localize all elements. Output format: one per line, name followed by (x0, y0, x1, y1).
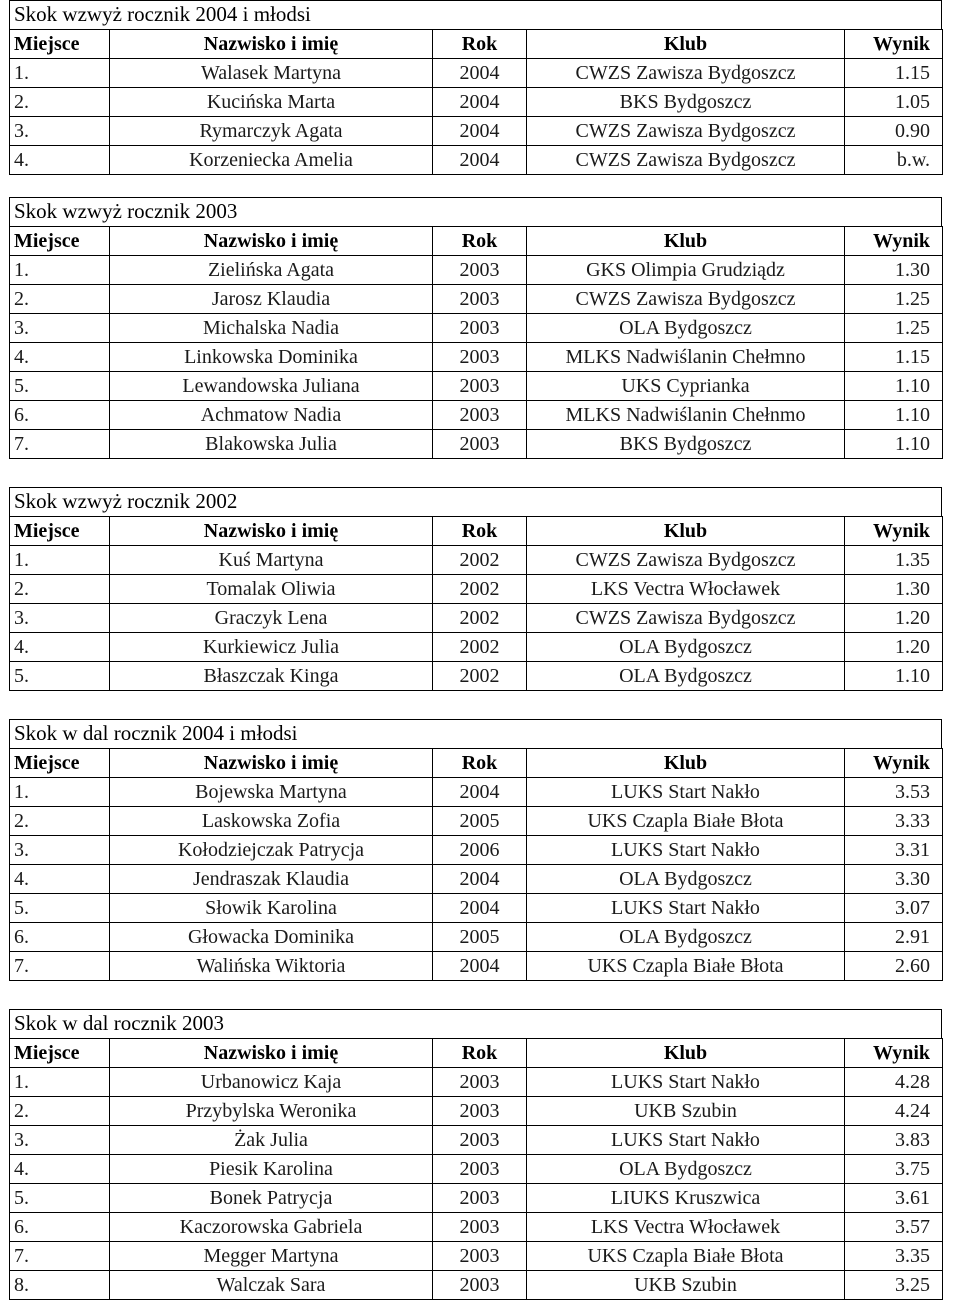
column-header-club: Klub (527, 1039, 845, 1068)
cell-name: Kurkiewicz Julia (110, 633, 433, 662)
cell-club: OLA Bydgoszcz (527, 314, 845, 343)
cell-result: 3.35 (845, 1242, 943, 1271)
cell-place: 1. (10, 59, 110, 88)
cell-year: 2004 (433, 894, 527, 923)
results-table (9, 226, 943, 459)
cell-result: 3.07 (845, 894, 943, 923)
table-row (10, 546, 943, 575)
section-title: Skok w dal rocznik 2003 (9, 1009, 942, 1038)
cell-result: 1.20 (845, 633, 943, 662)
table-row (10, 952, 943, 981)
cell-year: 2005 (433, 807, 527, 836)
cell-place: 2. (10, 285, 110, 314)
header-row (10, 517, 943, 546)
cell-name: Głowacka Dominika (110, 923, 433, 952)
cell-result: 2.91 (845, 923, 943, 952)
table-row (10, 807, 943, 836)
cell-place: 7. (10, 1242, 110, 1271)
cell-club: BKS Bydgoszcz (527, 88, 845, 117)
cell-name: Tomalak Oliwia (110, 575, 433, 604)
cell-club: UKS Czapla Białe Błota (527, 952, 845, 981)
cell-name: Kołodziejczak Patrycja (110, 836, 433, 865)
cell-result: 3.53 (845, 778, 943, 807)
cell-result: 1.25 (845, 285, 943, 314)
cell-place: 5. (10, 894, 110, 923)
cell-place: 3. (10, 1126, 110, 1155)
cell-result: 3.33 (845, 807, 943, 836)
column-header-year: Rok (433, 517, 527, 546)
cell-year: 2004 (433, 117, 527, 146)
cell-club: UKS Czapla Białe Błota (527, 807, 845, 836)
cell-club: OLA Bydgoszcz (527, 923, 845, 952)
cell-place: 7. (10, 430, 110, 459)
table-row (10, 836, 943, 865)
cell-result: 1.25 (845, 314, 943, 343)
cell-year: 2002 (433, 575, 527, 604)
table-row (10, 662, 943, 691)
column-header-year: Rok (433, 749, 527, 778)
table-row (10, 285, 943, 314)
header-row (10, 30, 943, 59)
cell-club: CWZS Zawisza Bydgoszcz (527, 546, 845, 575)
table-row (10, 1242, 943, 1271)
cell-name: Laskowska Zofia (110, 807, 433, 836)
header-row (10, 749, 943, 778)
cell-name: Walasek Martyna (110, 59, 433, 88)
results-table (9, 516, 943, 691)
table-row (10, 88, 943, 117)
table-row (10, 1097, 943, 1126)
cell-result: 1.35 (845, 546, 943, 575)
table-row (10, 146, 943, 175)
cell-place: 3. (10, 314, 110, 343)
section-title: Skok wzwyż rocznik 2004 i młodsi (9, 0, 942, 29)
cell-club: LKS Vectra Włocławek (527, 575, 845, 604)
cell-year: 2004 (433, 146, 527, 175)
cell-name: Bojewska Martyna (110, 778, 433, 807)
cell-place: 5. (10, 1184, 110, 1213)
column-header-name: Nazwisko i imię (110, 749, 433, 778)
cell-year: 2002 (433, 633, 527, 662)
results-section (9, 719, 942, 981)
cell-name: Megger Martyna (110, 1242, 433, 1271)
cell-result: 1.10 (845, 372, 943, 401)
section-title: Skok wzwyż rocznik 2003 (9, 197, 942, 226)
table-row (10, 923, 943, 952)
cell-name: Michalska Nadia (110, 314, 433, 343)
column-header-year: Rok (433, 1039, 527, 1068)
column-header-club: Klub (527, 517, 845, 546)
table-row (10, 604, 943, 633)
cell-result: 2.60 (845, 952, 943, 981)
column-header-place: Miejsce (10, 227, 110, 256)
cell-name: Achmatow Nadia (110, 401, 433, 430)
cell-result: 3.31 (845, 836, 943, 865)
table-row (10, 1213, 943, 1242)
column-header-club: Klub (527, 227, 845, 256)
cell-year: 2004 (433, 952, 527, 981)
section-title: Skok wzwyż rocznik 2002 (9, 487, 942, 516)
cell-year: 2002 (433, 662, 527, 691)
cell-place: 3. (10, 836, 110, 865)
table-row (10, 401, 943, 430)
cell-name: Walińska Wiktoria (110, 952, 433, 981)
cell-club: CWZS Zawisza Bydgoszcz (527, 59, 845, 88)
cell-name: Przybylska Weronika (110, 1097, 433, 1126)
cell-club: MLKS Nadwiślanin Chełnmo (527, 401, 845, 430)
cell-year: 2003 (433, 1213, 527, 1242)
cell-place: 2. (10, 88, 110, 117)
cell-result: 3.57 (845, 1213, 943, 1242)
cell-club: LUKS Start Nakło (527, 1068, 845, 1097)
column-header-result: Wynik (845, 517, 943, 546)
cell-name: Słowik Karolina (110, 894, 433, 923)
cell-year: 2002 (433, 546, 527, 575)
cell-name: Blakowska Julia (110, 430, 433, 459)
cell-year: 2003 (433, 343, 527, 372)
cell-result: 1.10 (845, 430, 943, 459)
cell-place: 5. (10, 372, 110, 401)
cell-year: 2003 (433, 256, 527, 285)
column-header-place: Miejsce (10, 517, 110, 546)
results-section (9, 197, 942, 459)
cell-club: LUKS Start Nakło (527, 778, 845, 807)
table-row (10, 894, 943, 923)
column-header-club: Klub (527, 30, 845, 59)
column-header-result: Wynik (845, 1039, 943, 1068)
cell-name: Korzeniecka Amelia (110, 146, 433, 175)
cell-year: 2003 (433, 314, 527, 343)
cell-place: 6. (10, 923, 110, 952)
cell-name: Jarosz Klaudia (110, 285, 433, 314)
results-section (9, 0, 942, 175)
column-header-result: Wynik (845, 30, 943, 59)
cell-club: OLA Bydgoszcz (527, 662, 845, 691)
cell-place: 6. (10, 401, 110, 430)
cell-result: 4.28 (845, 1068, 943, 1097)
cell-result: 1.15 (845, 59, 943, 88)
cell-result: 1.10 (845, 401, 943, 430)
table-row (10, 633, 943, 662)
table-row (10, 256, 943, 285)
cell-place: 1. (10, 256, 110, 285)
table-row (10, 430, 943, 459)
cell-place: 4. (10, 865, 110, 894)
cell-place: 4. (10, 1155, 110, 1184)
cell-place: 4. (10, 343, 110, 372)
cell-club: LIUKS Kruszwica (527, 1184, 845, 1213)
column-header-name: Nazwisko i imię (110, 30, 433, 59)
table-row (10, 343, 943, 372)
cell-name: Piesik Karolina (110, 1155, 433, 1184)
cell-name: Walczak Sara (110, 1271, 433, 1300)
cell-year: 2003 (433, 1184, 527, 1213)
column-header-place: Miejsce (10, 1039, 110, 1068)
table-row (10, 865, 943, 894)
cell-result: 3.61 (845, 1184, 943, 1213)
cell-club: UKS Czapla Białe Błota (527, 1242, 845, 1271)
cell-name: Kucińska Marta (110, 88, 433, 117)
cell-club: BKS Bydgoszcz (527, 430, 845, 459)
results-section (9, 1009, 942, 1300)
column-header-name: Nazwisko i imię (110, 1039, 433, 1068)
cell-club: UKS Cyprianka (527, 372, 845, 401)
cell-club: UKB Szubin (527, 1097, 845, 1126)
cell-club: OLA Bydgoszcz (527, 865, 845, 894)
cell-year: 2005 (433, 923, 527, 952)
cell-name: Linkowska Dominika (110, 343, 433, 372)
cell-year: 2006 (433, 836, 527, 865)
cell-year: 2004 (433, 865, 527, 894)
cell-year: 2003 (433, 401, 527, 430)
cell-result: 1.30 (845, 256, 943, 285)
cell-year: 2003 (433, 1097, 527, 1126)
cell-year: 2003 (433, 430, 527, 459)
column-header-place: Miejsce (10, 30, 110, 59)
cell-result: 3.75 (845, 1155, 943, 1184)
cell-result: 4.24 (845, 1097, 943, 1126)
cell-year: 2003 (433, 372, 527, 401)
results-section (9, 487, 942, 691)
cell-year: 2003 (433, 1126, 527, 1155)
cell-club: CWZS Zawisza Bydgoszcz (527, 146, 845, 175)
cell-year: 2003 (433, 1242, 527, 1271)
cell-place: 5. (10, 662, 110, 691)
cell-club: LUKS Start Nakło (527, 1126, 845, 1155)
cell-result: 3.83 (845, 1126, 943, 1155)
table-row (10, 1184, 943, 1213)
cell-place: 7. (10, 952, 110, 981)
cell-year: 2003 (433, 1271, 527, 1300)
table-row (10, 117, 943, 146)
cell-name: Lewandowska Juliana (110, 372, 433, 401)
cell-club: OLA Bydgoszcz (527, 633, 845, 662)
cell-place: 1. (10, 1068, 110, 1097)
results-table (9, 1038, 943, 1300)
cell-club: LUKS Start Nakło (527, 836, 845, 865)
cell-place: 4. (10, 146, 110, 175)
cell-club: MLKS Nadwiślanin Chełmno (527, 343, 845, 372)
section-title: Skok w dal rocznik 2004 i młodsi (9, 719, 942, 748)
cell-place: 2. (10, 807, 110, 836)
cell-name: Urbanowicz Kaja (110, 1068, 433, 1097)
cell-name: Błaszczak Kinga (110, 662, 433, 691)
cell-place: 3. (10, 604, 110, 633)
column-header-place: Miejsce (10, 749, 110, 778)
cell-name: Graczyk Lena (110, 604, 433, 633)
table-row (10, 1155, 943, 1184)
cell-place: 1. (10, 778, 110, 807)
cell-name: Żak Julia (110, 1126, 433, 1155)
results-table (9, 29, 943, 175)
table-row (10, 314, 943, 343)
column-header-year: Rok (433, 227, 527, 256)
column-header-year: Rok (433, 30, 527, 59)
cell-name: Kuś Martyna (110, 546, 433, 575)
cell-place: 8. (10, 1271, 110, 1300)
cell-year: 2004 (433, 59, 527, 88)
cell-year: 2003 (433, 1155, 527, 1184)
table-row (10, 1271, 943, 1300)
cell-name: Kaczorowska Gabriela (110, 1213, 433, 1242)
cell-club: CWZS Zawisza Bydgoszcz (527, 285, 845, 314)
cell-year: 2002 (433, 604, 527, 633)
cell-place: 2. (10, 575, 110, 604)
cell-club: CWZS Zawisza Bydgoszcz (527, 604, 845, 633)
cell-result: 1.10 (845, 662, 943, 691)
cell-result: 1.20 (845, 604, 943, 633)
cell-result: 1.30 (845, 575, 943, 604)
column-header-name: Nazwisko i imię (110, 227, 433, 256)
cell-club: UKB Szubin (527, 1271, 845, 1300)
cell-club: CWZS Zawisza Bydgoszcz (527, 117, 845, 146)
table-row (10, 778, 943, 807)
table-row (10, 372, 943, 401)
cell-club: LUKS Start Nakło (527, 894, 845, 923)
cell-year: 2003 (433, 285, 527, 314)
cell-year: 2004 (433, 778, 527, 807)
cell-name: Zielińska Agata (110, 256, 433, 285)
cell-year: 2003 (433, 1068, 527, 1097)
cell-name: Jendraszak Klaudia (110, 865, 433, 894)
cell-club: GKS Olimpia Grudziądz (527, 256, 845, 285)
column-header-name: Nazwisko i imię (110, 517, 433, 546)
cell-name: Bonek Patrycja (110, 1184, 433, 1213)
table-row (10, 59, 943, 88)
cell-place: 4. (10, 633, 110, 662)
column-header-result: Wynik (845, 227, 943, 256)
cell-year: 2004 (433, 88, 527, 117)
table-row (10, 575, 943, 604)
cell-place: 2. (10, 1097, 110, 1126)
cell-result: 3.30 (845, 865, 943, 894)
header-row (10, 1039, 943, 1068)
cell-place: 1. (10, 546, 110, 575)
cell-result: b.w. (845, 146, 943, 175)
table-row (10, 1068, 943, 1097)
column-header-result: Wynik (845, 749, 943, 778)
cell-name: Rymarczyk Agata (110, 117, 433, 146)
results-table (9, 748, 943, 981)
column-header-club: Klub (527, 749, 845, 778)
cell-club: OLA Bydgoszcz (527, 1155, 845, 1184)
cell-result: 1.05 (845, 88, 943, 117)
header-row (10, 227, 943, 256)
cell-place: 6. (10, 1213, 110, 1242)
cell-result: 1.15 (845, 343, 943, 372)
table-row (10, 1126, 943, 1155)
cell-result: 3.25 (845, 1271, 943, 1300)
cell-club: LKS Vectra Włocławek (527, 1213, 845, 1242)
cell-place: 3. (10, 117, 110, 146)
cell-result: 0.90 (845, 117, 943, 146)
